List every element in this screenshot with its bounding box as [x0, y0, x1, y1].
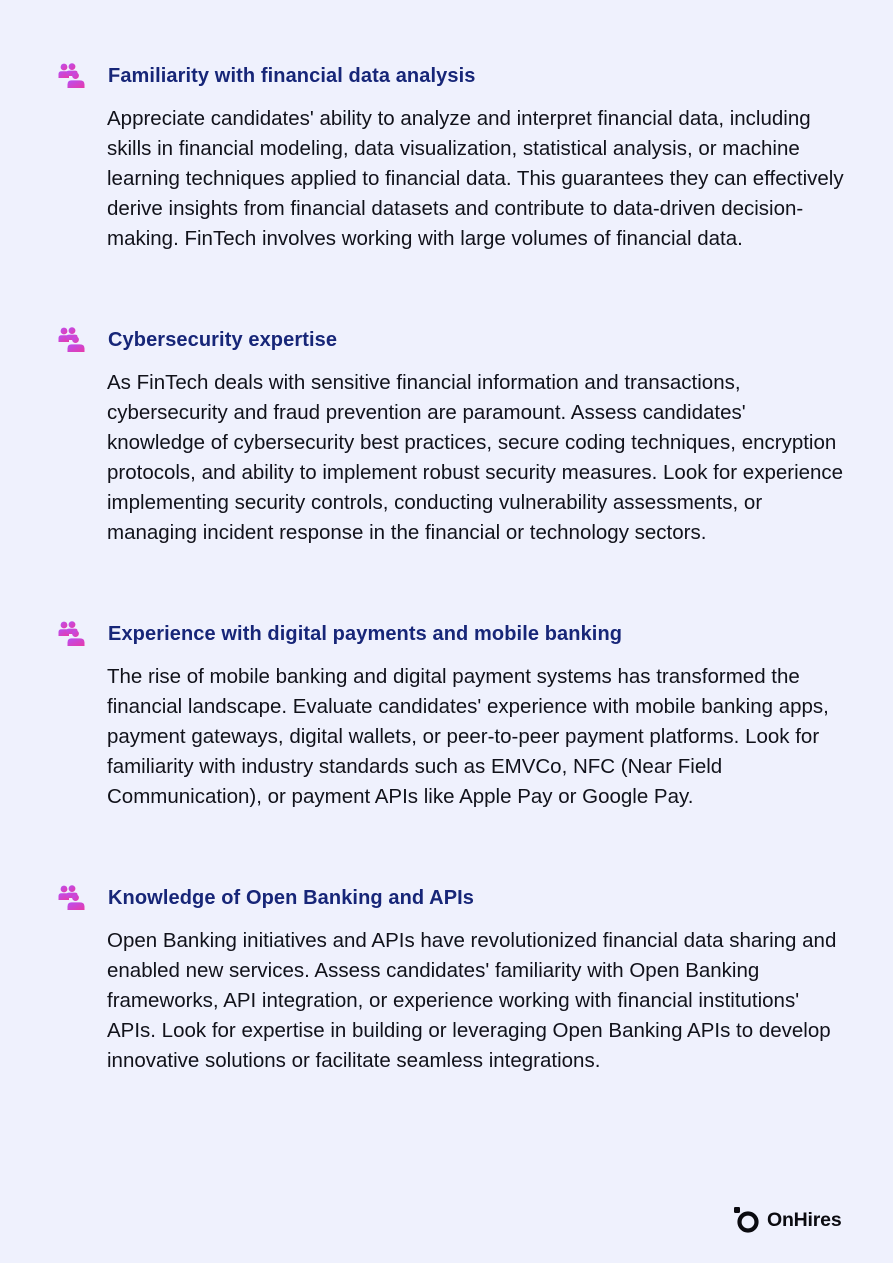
- people-group-icon: [58, 327, 86, 353]
- section-header: [58, 325, 848, 355]
- section-title: Cybersecurity expertise: [108, 328, 338, 351]
- section-header: [58, 883, 848, 913]
- section-body: Open Banking initiatives and APIs have revolutionized financial data sharing and enabled new services. Assess candidates' familiarity with Open Banking frameworks, API integration, or experience working with financial institutions' APIs. Look for expertise in building or leveraging Open Banking APIs to develop innovative solutions or facilitate seamless integrations.: [107, 929, 837, 1072]
- section-body: The rise of mobile banking and digital payment systems has transformed the financial landscape. Evaluate candidates' experience with mobile banking apps, payment gateways, digital wallets, or peer-to-peer payment platforms. Look for familiarity with industry standards such as EMVCo, NFC (Near Field Communication), or payment APIs like Apple Pay or Google Pay.: [107, 665, 829, 808]
- section-header: [58, 61, 848, 91]
- section-title: Knowledge of Open Banking and APIs: [108, 886, 475, 909]
- section-title: Experience with digital payments and mobile banking: [108, 622, 623, 645]
- section-financial-data-analysis: [58, 61, 848, 254]
- section-body: As FinTech deals with sensitive financial information and transactions, cybersecurity and fraud prevention are paramount. Assess candidates' knowledge of cybersecurity best practices, secure coding techniques, encryption protocols, and ability to implement robust security measures. Look for experience implementing security controls, conducting vulnerability assessments, or managing incident response in the financial or technology sectors.: [107, 371, 844, 544]
- onhires-logo-icon: [731, 1205, 761, 1235]
- section-cybersecurity-expertise: [58, 325, 848, 548]
- section-header: [58, 619, 848, 649]
- section-digital-payments: [58, 619, 848, 812]
- section-body: Appreciate candidates' ability to analyze and interpret financial data, including skills in financial modeling, data visualization, statistical analysis, or machine learning techniques applied to financial data. This guarantees they can effectively derive insights from financial datasets and contribute to data-driven decision-making. FinTech involves working with large volumes of financial data.: [107, 107, 844, 250]
- logo-text: OnHires: [767, 1208, 842, 1231]
- people-group-icon: [58, 885, 86, 911]
- section-open-banking: [58, 883, 848, 1076]
- onhires-logo: [731, 1205, 841, 1235]
- people-group-icon: [58, 621, 86, 647]
- section-title: Familiarity with financial data analysis: [108, 64, 476, 87]
- people-group-icon: [58, 63, 86, 89]
